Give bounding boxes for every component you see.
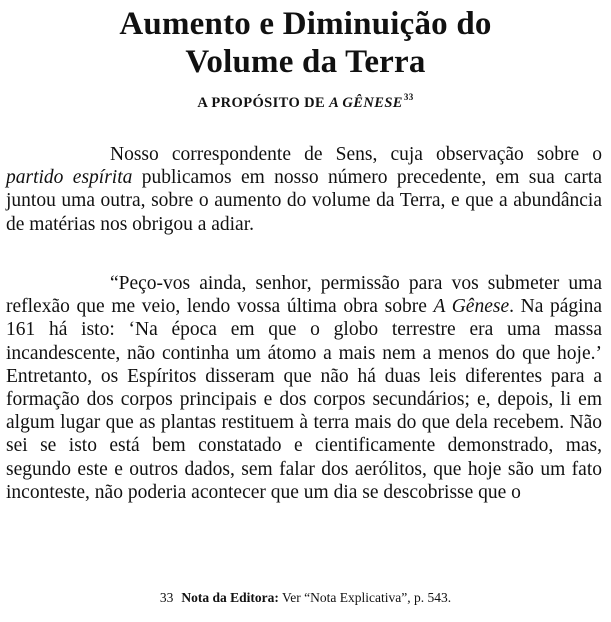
paragraph-1-italic: partido espírita [6,167,133,189]
page-title-line-1: Aumento e Diminuição do [119,6,492,42]
footnote [0,590,611,606]
paragraph-text [6,272,602,504]
paragraph-2-italic: A Gênese [433,296,510,318]
paragraph-text [6,143,602,236]
footnote-label: Nota da Editora: [181,590,279,605]
footnote-reference[interactable]: 33 [403,92,414,102]
subtitle-prefix: A PROPÓSITO DE [197,95,330,111]
body-paragraph-1 [6,143,602,236]
paragraph-2-text-b: . Na página 161 há isto: ‘Na época em que o globo terrestre era uma massa incandescente, não continha um átomo a mais nem a menos do que hoje.’ Entretanto, os Espíritos disseram que não há duas leis diferentes para a formação dos corpos principais e dos corpos secundários; e, depois, li em algum lugar que as plantas restituem à terra mais do que dela recebem. Não sei se isto está bem constatado e cientificamente demonstrado, mas, segundo este e outros dados, sem falar dos aerólitos, que hoje são um fato inconteste, não poderia acontecer que um dia se descobrisse que o [6,296,602,503]
footnote-number: 33 [159,590,174,605]
subtitle-book-title: A GÊNESE [329,95,403,111]
footnote-text: Ver “Nota Explicativa”, p. 543. [278,590,452,605]
body-paragraph-2 [6,272,602,504]
page-subtitle [0,92,611,112]
page-title-line-2: Volume da Terra [185,44,426,80]
paragraph-1-text-b: publicamos em nosso número precedente, em sua carta juntou uma outra, sobre o aumento do volume da Terra, e que a abundância de matérias nos obrigou a adiar. [6,167,602,235]
paragraph-2-text-a: “Peço-vos ainda, senhor, permissão para vos submeter uma reflexão que me veio, lendo vossa última obra sobre [6,273,602,318]
paragraph-1-text-a: Nosso correspondente de Sens, cuja observação sobre o [110,144,602,165]
